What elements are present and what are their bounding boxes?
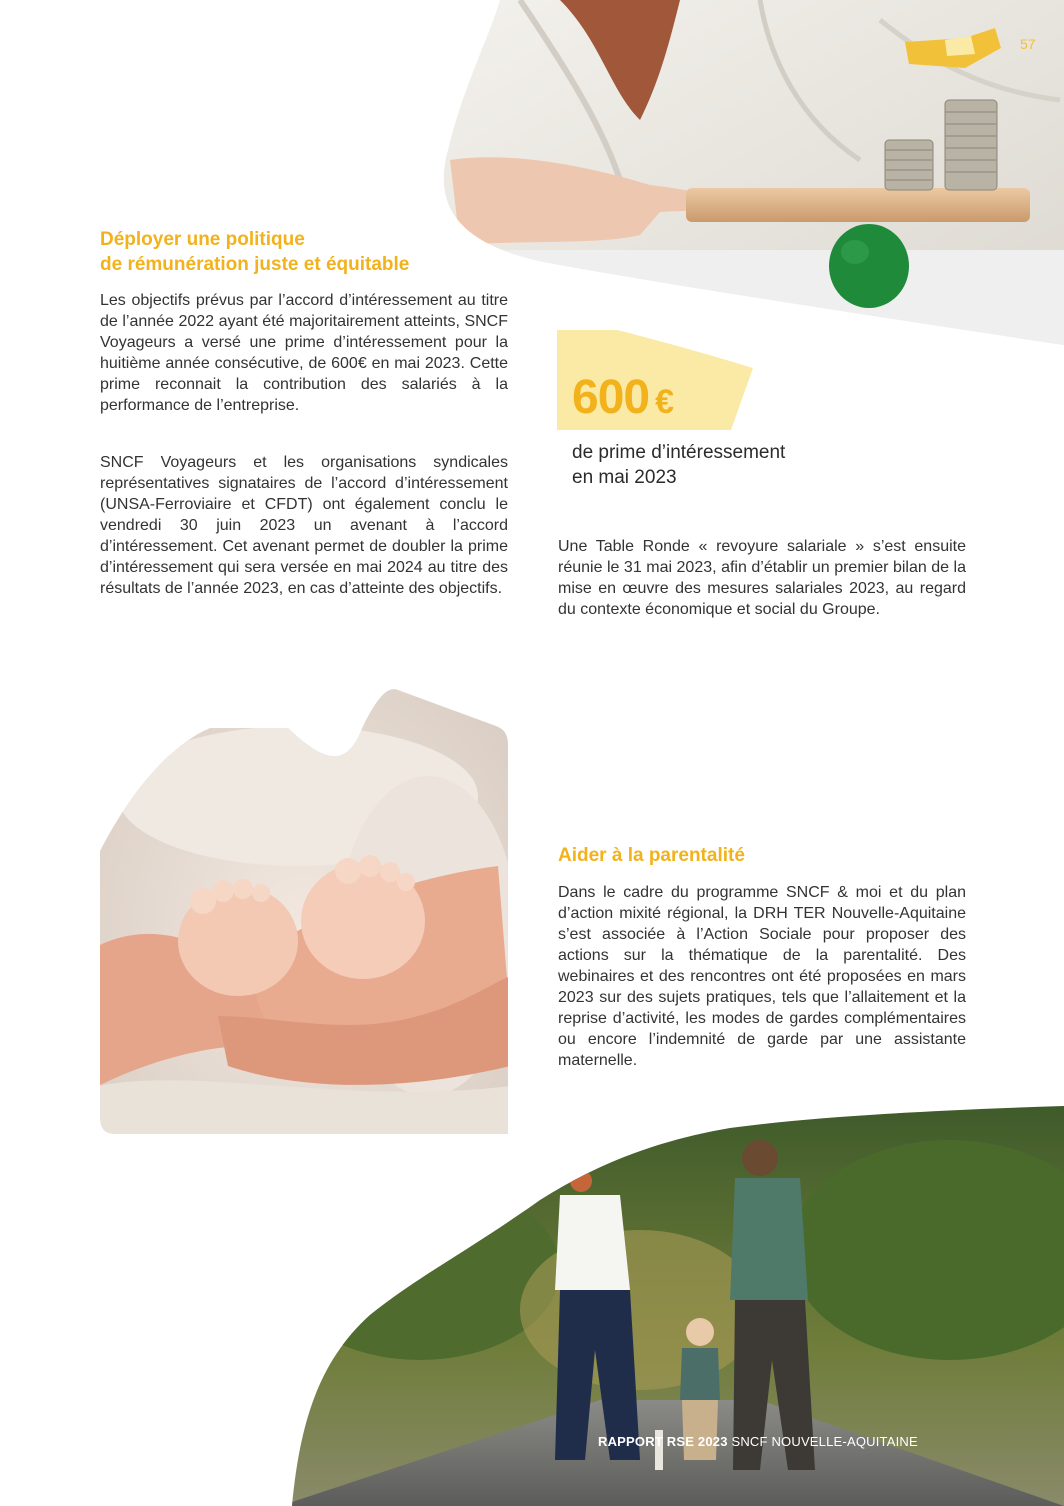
title-line-1: Déployer une politique <box>100 229 305 250</box>
section-title-remuneration <box>100 227 520 277</box>
paragraph-interessement: Les objectifs prévus par l’accord d’intéressement au titre de l’année 2022 ayant été majoritairement atteints, SNCF Voyageurs a versé une prime d’intéressement pour la huitième année consécutive, de 600€ en mai 2023. Cette prime reconnait la contribution des salariés à la performance de l’entreprise. <box>100 292 508 414</box>
paragraph-avenant: SNCF Voyageurs et les organisations syndicales représentatives signataires de l’accord d’intéressement (UNSA-Ferroviaire et CFDT) ont également conclu le vendredi 30 juin 2023 un avenant à l’accord d’intéressement. Cet avenant permet de doubler la prime d’intéressement qui sera versée en mai 2024 au titre des résultats de l’année 2023, en cas d’atteinte des objectifs. <box>100 454 508 597</box>
page-number: 57 <box>1020 36 1036 52</box>
footer-report-bold: RAPPORT RSE 2023 <box>598 1434 728 1449</box>
page-tab-icon <box>905 24 1005 70</box>
footer-report-rest: SNCF NOUVELLE-AQUITAINE <box>727 1434 918 1449</box>
stat-caption-line-1: de prime d’intéressement <box>572 442 786 463</box>
paragraph-table-ronde: Une Table Ronde « revoyure salariale » s’est ensuite réunie le 31 mai 2023, afin d’établir un premier bilan de la mise en œuvre des mesures salariales 2023, au regard du contexte économique et social du Groupe. <box>558 538 966 618</box>
footer-report-title <box>598 1434 918 1449</box>
section-title-parentalite: Aider à la parentalité <box>558 845 745 866</box>
title-line-2: de rémunération juste et équitable <box>100 254 410 275</box>
paragraph-parentalite: Dans le cadre du programme SNCF & moi et du plan d’action mixité régional, la DRH TER Nouvelle-Aquitaine s’est associée à l’Action Sociale pour proposer des actions sur la thématique de la parentalité. Des webinaires et des rencontres ont été proposées en mars 2023 sur des sujets pratiques, tels que l’allaitement et la reprise d’activité, les modes de gardes complémentaires ou encore l’indemnité de garde par une assistante maternelle. <box>558 884 966 1069</box>
stat-value <box>572 370 673 425</box>
stat-caption-line-2: en mai 2023 <box>572 467 677 488</box>
stat-caption <box>572 440 872 490</box>
stat-number: 600 <box>572 371 650 424</box>
stat-unit: € <box>655 383 674 421</box>
